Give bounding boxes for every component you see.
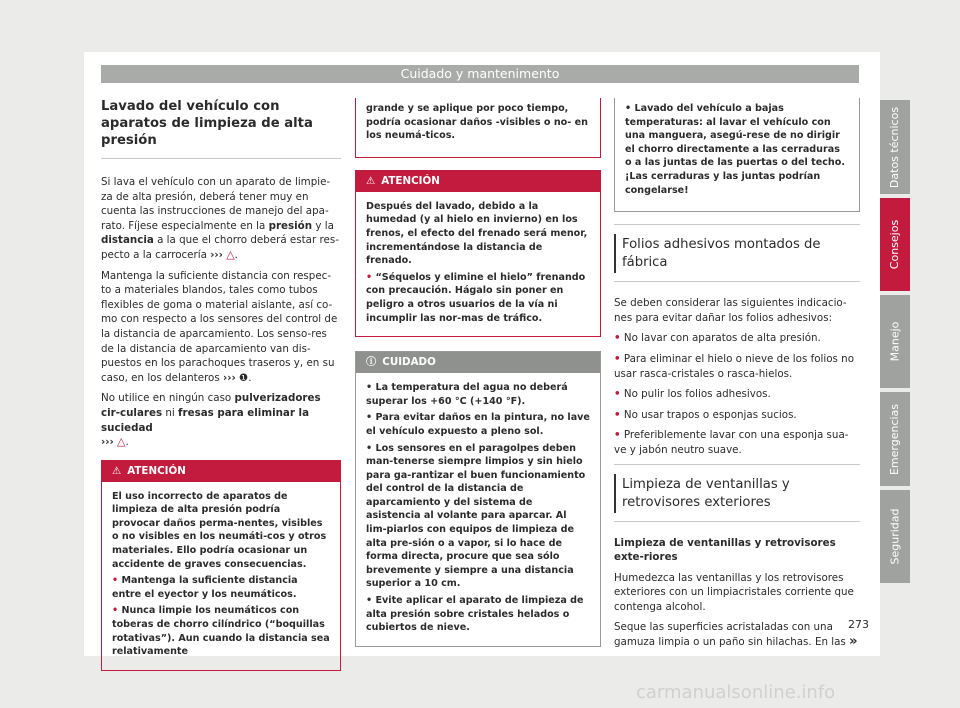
paragraph: Mantenga la suficiente distancia con respec-to a materiales blandos, tales como tubos flexibles de goma o material aislante, así co-mo con respecto a los sensores del control de la distancia de aparcamiento. Los senso-res de la distancia de aparcamiento van dis-puestos en los parachoques traseros y, en su caso, en los delanteros ››› ❶. [101, 269, 338, 384]
caution-bullet: • Los sensores en el paragolpes deben man-tenerse siempre limpios y sin hielo para ga-rantizar el buen funcionamiento del control de la distancia de aparcamiento y del sistema de asistencia al volante para aparcar. Al lim-piarlos con equipos de limpieza de alta pre-sión o a vapor, si lo hace de forma directa, procure que sea sólo brevemente y siempre a una distancia superior a 10 cm. [366, 442, 586, 590]
warning-bullet: • “Séquelos y elimine el hielo” frenando con precaución. Hágalo sin poner en peligro a otros usuarios de la vía ni incumplir las nor-mas de tráfico. [366, 271, 586, 324]
page-number: 273 [848, 618, 869, 631]
warning-text: El uso incorrecto de aparatos de limpieza de alta presión podría provocar daños perma-nentes, visibles o no visibles en los neumáti-cos y otros materiales. Ello podría ocasionar un accidente de graves consecuencias. [112, 490, 327, 570]
section-heading-adhesive-films: Folios adhesivos montados de fábrica [614, 224, 860, 282]
warning-triangle-icon: ⚠ [112, 464, 122, 477]
section-heading-windows-mirrors: Limpieza de ventanillas y retrovisores exteriores [614, 464, 860, 522]
tab-manejo[interactable]: Manejo [880, 295, 910, 388]
caution-box-continued [614, 98, 860, 212]
tab-emergencias[interactable]: Emergencias [880, 392, 910, 486]
paragraph: Se deben considerar las siguientes indicacio-nes para evitar dañar los folios adhesivos: [614, 297, 847, 324]
list-item: • Para eliminar el hielo o nieve de los folios no usar rasca-cristales o rasca-hielos. [614, 352, 855, 380]
cross-reference-arrow[interactable]: ››› [210, 248, 223, 261]
paragraph: No utilice en ningún caso pulverizadores cir-culares ni fresas para eliminar la suciedad ››› △. [101, 392, 321, 449]
warning-box [355, 170, 601, 337]
warning-box-continued: grande y se aplique por poco tiempo, podría ocasionar daños -visibles o no- en los neumá-ticos. [355, 98, 601, 158]
caution-box [355, 351, 601, 647]
info-circle-icon: ⓘ [366, 356, 377, 369]
tab-seguridad[interactable]: Seguridad [880, 490, 910, 583]
caution-bullet: • Para evitar daños en la pintura, no lave el vehículo expuesto a pleno sol. [366, 412, 590, 437]
cross-reference-arrow[interactable]: ››› [101, 436, 114, 449]
running-header: Cuidado y mantenimento [101, 65, 859, 83]
warning-box-header: ⚠ ATENCIÓN [102, 461, 340, 482]
caution-bullet: • La temperatura del agua no deberá superar los +60 °C (+140 °F). [366, 382, 568, 407]
warning-box [101, 460, 341, 671]
continue-arrow-icon: » [849, 634, 858, 650]
warning-triangle-icon: △ [117, 435, 126, 449]
warning-triangle-icon: ⚠ [366, 174, 376, 187]
cross-reference-arrow[interactable]: ››› [223, 371, 236, 384]
warning-text: Después del lavado, debido a la humedad (y al hielo en invierno) en los frenos, el efecto del frenado será menor, incrementándose la distancia de frenado. [366, 200, 588, 267]
subheading: Limpieza de ventanillas y retrovisores exte-riores [614, 536, 836, 564]
paragraph: Seque las superficies acristaladas con una gamuza limpia o un paño sin hilachas. En las » [614, 621, 858, 650]
list-item: • No usar trapos o esponjas sucios. [614, 408, 797, 421]
tab-datos-tecnicos[interactable]: Datos técnicos [880, 100, 910, 194]
caution-bullet: • Evite aplicar el aparato de limpieza de alta presión sobre cristales helados o cubiertos de nieve. [366, 595, 584, 634]
list-item: • Preferiblemente lavar con una esponja sua-ve y jabón neutro suave. [614, 429, 849, 456]
warning-triangle-icon: △ [226, 247, 235, 261]
column-1 [101, 98, 341, 671]
paragraph: Humedezca las ventanillas y los retrovisores exteriores con un limpiacristales corriente que contenga alcohol. [614, 571, 854, 613]
paragraph: Si lava el vehículo con un aparato de limpie-za de alta presión, deberá tener muy en cuenta las instrucciones de manejo del apa-rato. Fíjese especialmente en la presión y la distancia a la que el chorro deberá estar res-pecto a la carrocería ››› △. [101, 176, 339, 261]
column-3 [614, 98, 860, 656]
caution-bullet: • Lavado del vehículo a bajas temperaturas: al lavar el vehículo con una manguera, asegú-rese de no dirigir el chorro directamente a las cerraduras o a las juntas de las puertas o del techo. ¡Las cerraduras y las juntas podrían congelarse! [625, 103, 845, 196]
warning-box-header: ⚠ ATENCIÓN [356, 171, 600, 192]
tab-consejos[interactable]: Consejos [880, 198, 910, 291]
watermark: carmanualsonline.info [636, 682, 836, 703]
list-item: • No lavar con aparatos de alta presión. [614, 332, 821, 345]
column-2 [355, 98, 601, 647]
caution-box-header: ⓘ CUIDADO [356, 352, 600, 373]
section-heading-pressure-wash: Lavado del vehículo con aparatos de limpieza de alta presión [101, 98, 341, 159]
info-circle-icon: ❶ [239, 371, 249, 384]
warning-bullet: • Mantenga la suficiente distancia entre el eyector y los neumáticos. [112, 575, 298, 600]
warning-bullet: • Nunca limpie los neumáticos con toberas de chorro cilíndrico (“boquillas rotativas”). Aun cuando la distancia sea relativamente [112, 605, 330, 658]
list-item: • No pulir los folios adhesivos. [614, 388, 771, 401]
